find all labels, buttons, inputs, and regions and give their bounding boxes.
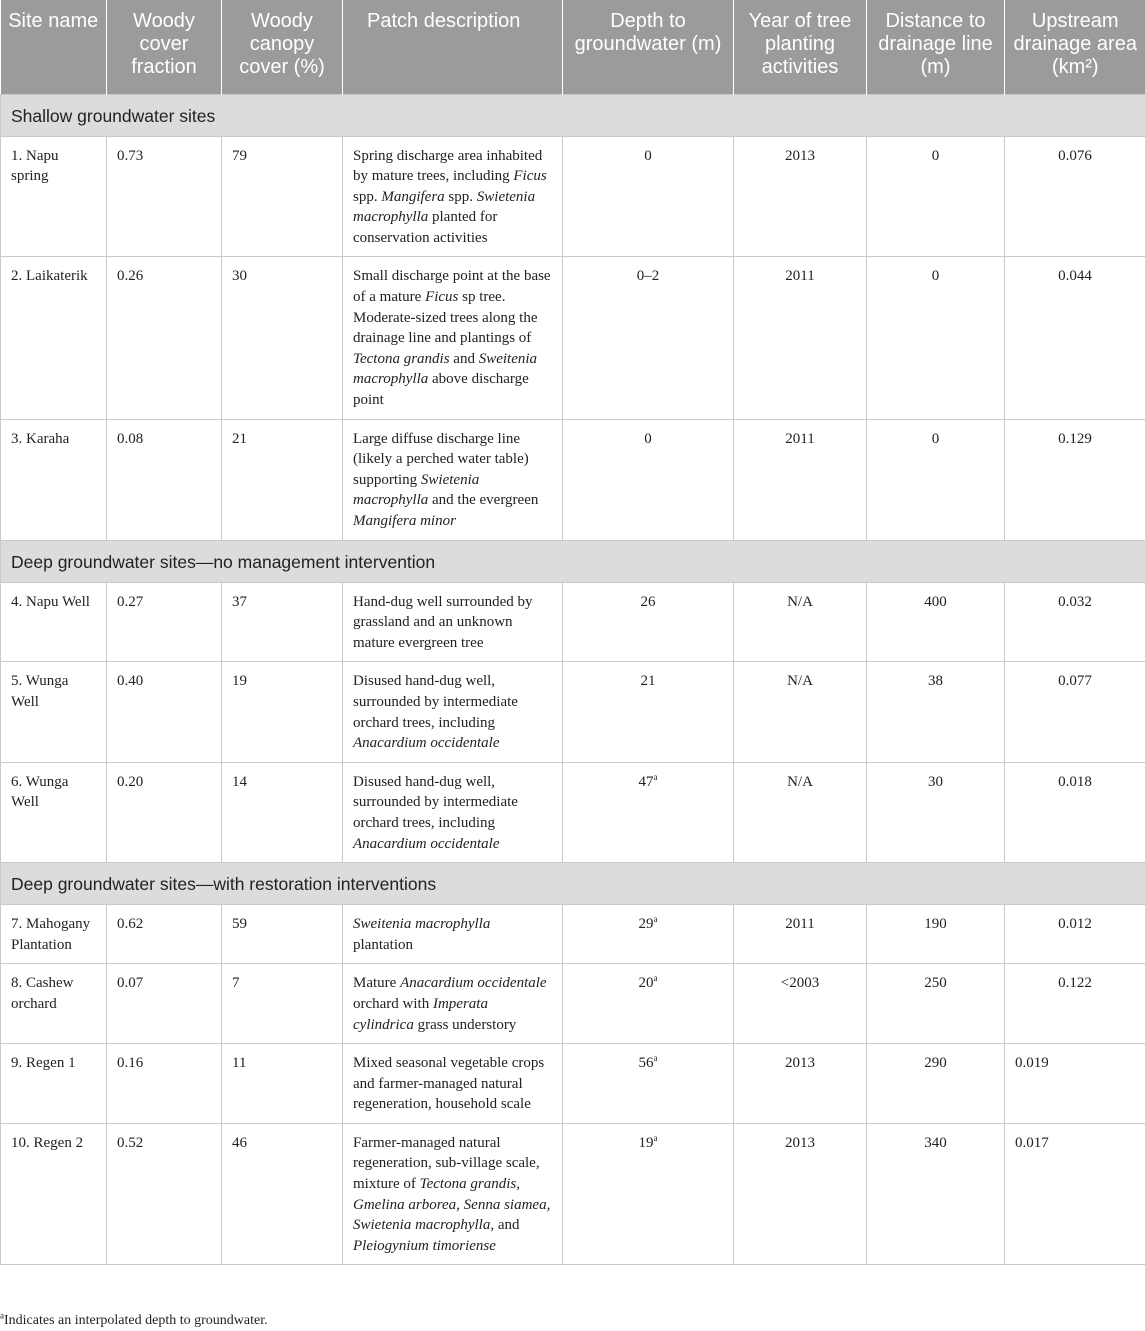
species-name: Swietenia macrophylla [353, 471, 480, 509]
cell-depth-to-groundwater [563, 1123, 734, 1265]
cell-upstream-drainage-area: 0.076 [1005, 136, 1145, 257]
cell-year-of-planting: 2011 [734, 419, 867, 540]
species-name: Tectona grandis [353, 350, 450, 367]
cell-woody-canopy-cover: 21 [222, 419, 343, 540]
cell-depth-to-groundwater [563, 419, 734, 540]
cell-year-of-planting: 2013 [734, 136, 867, 257]
cell-upstream-drainage-area: 0.044 [1005, 257, 1145, 419]
cell-upstream-drainage-area: 0.077 [1005, 662, 1145, 762]
cell-upstream-drainage-area: 0.018 [1005, 762, 1145, 862]
cell-site-name: 2. Laikaterik [1, 257, 107, 419]
cell-woody-cover-fraction: 0.62 [107, 905, 222, 964]
description-text: grass understory [413, 1016, 517, 1033]
cell-distance-to-drainage: 0 [867, 257, 1005, 419]
cell-upstream-drainage-area: 0.129 [1005, 419, 1145, 540]
cell-distance-to-drainage: 190 [867, 905, 1005, 964]
table-row [1, 582, 1145, 662]
cell-patch-description [343, 762, 563, 862]
description-text: Mature [353, 975, 401, 992]
species-name: Swietenia macrophylla [353, 188, 536, 226]
cell-upstream-drainage-area: 0.017 [1005, 1123, 1145, 1265]
cell-depth-to-groundwater [563, 582, 734, 662]
cell-woody-canopy-cover: 7 [222, 964, 343, 1044]
description-text: Hand-dug well surrounded by grassland and an unknown mature evergreen tree [353, 593, 533, 651]
cell-patch-description [343, 964, 563, 1044]
table-row [1, 1123, 1145, 1265]
cell-woody-cover-fraction: 0.07 [107, 964, 222, 1044]
cell-site-name: 3. Karaha [1, 419, 107, 540]
cell-site-name: 8. Cashew orchard [1, 964, 107, 1044]
cell-depth-to-groundwater [563, 1044, 734, 1124]
cell-patch-description [343, 582, 563, 662]
table-row [1, 905, 1145, 964]
species-name: Anacardium occidentale [353, 835, 500, 852]
cell-woody-canopy-cover: 14 [222, 762, 343, 862]
cell-upstream-drainage-area: 0.122 [1005, 964, 1145, 1044]
cell-distance-to-drainage: 0 [867, 136, 1005, 257]
group-title: Deep groundwater sites—no management intervention [1, 540, 1145, 582]
cell-site-name: 4. Napu Well [1, 582, 107, 662]
cell-site-name: 6. Wunga Well [1, 762, 107, 862]
cell-woody-cover-fraction: 0.73 [107, 136, 222, 257]
species-name: Mangifera minor [353, 513, 456, 529]
footnote-text: Indicates an interpolated depth to groundwater. [4, 1313, 268, 1328]
header-row [1, 0, 1145, 94]
cell-upstream-drainage-area: 0.012 [1005, 905, 1145, 964]
cell-upstream-drainage-area: 0.032 [1005, 582, 1145, 662]
depth-value: 56 [638, 1055, 654, 1072]
species-name: Sweitenia macrophylla [353, 350, 538, 388]
cell-distance-to-drainage: 0 [867, 419, 1005, 540]
species-name: Ficus [513, 168, 547, 185]
cell-woody-cover-fraction: 0.20 [107, 762, 222, 862]
column-header-woody-canopy-cover: Woody canopy cover (%) [222, 0, 343, 94]
species-name: Sweitenia macrophylla [353, 916, 491, 933]
depth-value: 0 [644, 147, 652, 164]
table-row [1, 419, 1145, 540]
species-name: Anacardium occidentale [353, 735, 500, 752]
cell-woody-cover-fraction: 0.08 [107, 419, 222, 540]
cell-patch-description [343, 662, 563, 762]
cell-woody-canopy-cover: 19 [222, 662, 343, 762]
cell-distance-to-drainage: 30 [867, 762, 1005, 862]
species-name: Mangifera [381, 188, 445, 205]
cell-site-name: 7. Mahogany Plantation [1, 905, 107, 964]
depth-value: 21 [640, 673, 656, 690]
description-text: Large diffuse discharge line (likely a perched water table) supporting [353, 430, 529, 488]
table-row [1, 964, 1145, 1044]
cell-woody-cover-fraction: 0.27 [107, 582, 222, 662]
interpolated-footnote-marker: a [653, 914, 658, 925]
table-row [1, 136, 1145, 257]
cell-depth-to-groundwater [563, 964, 734, 1044]
cell-woody-cover-fraction: 0.26 [107, 257, 222, 419]
interpolated-footnote-marker: a [653, 771, 658, 782]
column-header-site-name: Site name [1, 0, 107, 94]
column-header-upstream-drainage-area: Upstream drainage area (km²) [1005, 0, 1145, 94]
column-header-woody-cover-fraction: Woody cover fraction [107, 0, 222, 94]
cell-distance-to-drainage: 290 [867, 1044, 1005, 1124]
cell-site-name: 5. Wunga Well [1, 662, 107, 762]
description-text: above discharge point [353, 371, 529, 409]
cell-woody-canopy-cover: 11 [222, 1044, 343, 1124]
column-header-depth-to-groundwater: Depth to groundwater (m) [563, 0, 734, 94]
cell-distance-to-drainage: 340 [867, 1123, 1005, 1265]
description-text: Farmer-managed natural regeneration, sub-village scale, mixture of [353, 1134, 540, 1193]
cell-patch-description [343, 1044, 563, 1124]
cell-distance-to-drainage: 400 [867, 582, 1005, 662]
cell-woody-canopy-cover: 59 [222, 905, 343, 964]
cell-depth-to-groundwater [563, 662, 734, 762]
table-row [1, 762, 1145, 862]
cell-woody-canopy-cover: 46 [222, 1123, 343, 1265]
group-title: Deep groundwater sites—with restoration interventions [1, 863, 1145, 905]
cell-depth-to-groundwater [563, 905, 734, 964]
cell-patch-description [343, 905, 563, 964]
cell-site-name: 10. Regen 2 [1, 1123, 107, 1265]
cell-distance-to-drainage: 250 [867, 964, 1005, 1044]
interpolated-footnote-marker: a [653, 1053, 658, 1064]
cell-year-of-planting: 2011 [734, 257, 867, 419]
cell-year-of-planting: N/A [734, 662, 867, 762]
cell-site-name: 1. Napu spring [1, 136, 107, 257]
cell-year-of-planting: N/A [734, 762, 867, 862]
description-text: and [449, 350, 479, 367]
group-header-row [1, 540, 1145, 582]
depth-value: 0–2 [636, 268, 660, 285]
depth-value: 47 [638, 773, 654, 790]
group-header-row [1, 94, 1145, 136]
species-name: Ficus [425, 289, 459, 306]
cell-patch-description [343, 257, 563, 419]
depth-value: 19 [638, 1134, 654, 1151]
description-text: Mixed seasonal vegetable crops and farmer-managed natural regeneration, household scale [353, 1055, 545, 1113]
description-text: spp. [353, 188, 382, 205]
cell-year-of-planting: N/A [734, 582, 867, 662]
table-row [1, 662, 1145, 762]
description-text: Disused hand-dug well, surrounded by intermediate orchard trees, including [353, 773, 518, 831]
description-text: Disused hand-dug well, surrounded by intermediate orchard trees, including [353, 673, 518, 731]
table-footnote [0, 1310, 268, 1329]
interpolated-footnote-marker: a [653, 1132, 658, 1143]
description-text: plantation [353, 936, 413, 953]
cell-site-name: 9. Regen 1 [1, 1044, 107, 1124]
cell-woody-cover-fraction: 0.40 [107, 662, 222, 762]
description-text: and [494, 1217, 520, 1234]
cell-depth-to-groundwater [563, 257, 734, 419]
species-name: Tectona grandis, Gmelina arborea, Senna siamea, Swietenia macrophylla, [353, 1176, 551, 1234]
species-name: Pleiogynium timoriense [353, 1237, 496, 1254]
column-header-distance-to-drainage: Distance to drainage line (m) [867, 0, 1005, 94]
cell-distance-to-drainage: 38 [867, 662, 1005, 762]
depth-value: 26 [640, 593, 656, 610]
cell-woody-canopy-cover: 37 [222, 582, 343, 662]
cell-year-of-planting: <2003 [734, 964, 867, 1044]
cell-patch-description [343, 419, 563, 540]
cell-depth-to-groundwater [563, 762, 734, 862]
description-text: sp tree. Moderate-sized trees along the drainage line and plantings of [353, 289, 538, 347]
cell-patch-description [343, 136, 563, 257]
description-text: Spring discharge area inhabited by mature trees, including [353, 147, 543, 185]
cell-patch-description [343, 1123, 563, 1265]
description-text: orchard with [353, 995, 433, 1012]
cell-woody-cover-fraction: 0.16 [107, 1044, 222, 1124]
cell-year-of-planting: 2013 [734, 1044, 867, 1124]
cell-year-of-planting: 2011 [734, 905, 867, 964]
table-body [1, 94, 1145, 1265]
group-header-row [1, 863, 1145, 905]
depth-value: 29 [638, 916, 654, 933]
cell-woody-canopy-cover: 30 [222, 257, 343, 419]
description-text: spp. [444, 188, 477, 205]
description-text: Small discharge point at the base of a mature [353, 268, 551, 306]
species-name: Anacardium occidentale [400, 975, 547, 992]
footnote-marker: a [0, 1310, 4, 1321]
group-title: Shallow groundwater sites [1, 94, 1145, 136]
depth-value: 20 [638, 975, 654, 992]
table-row [1, 257, 1145, 419]
description-text: and the evergreen [428, 492, 539, 509]
depth-value: 0 [644, 430, 652, 447]
species-name: Imperata cylindrica [353, 995, 488, 1033]
cell-year-of-planting: 2013 [734, 1123, 867, 1265]
column-header-year-of-planting: Year of tree planting activities [734, 0, 867, 94]
column-header-patch-description: Patch description [343, 0, 563, 94]
cell-upstream-drainage-area: 0.019 [1005, 1044, 1145, 1124]
cell-woody-cover-fraction: 0.52 [107, 1123, 222, 1265]
cell-woody-canopy-cover: 79 [222, 136, 343, 257]
interpolated-footnote-marker: a [653, 973, 658, 984]
description-text: planted for conservation activities [353, 209, 498, 246]
cell-depth-to-groundwater [563, 136, 734, 257]
table-row [1, 1044, 1145, 1124]
